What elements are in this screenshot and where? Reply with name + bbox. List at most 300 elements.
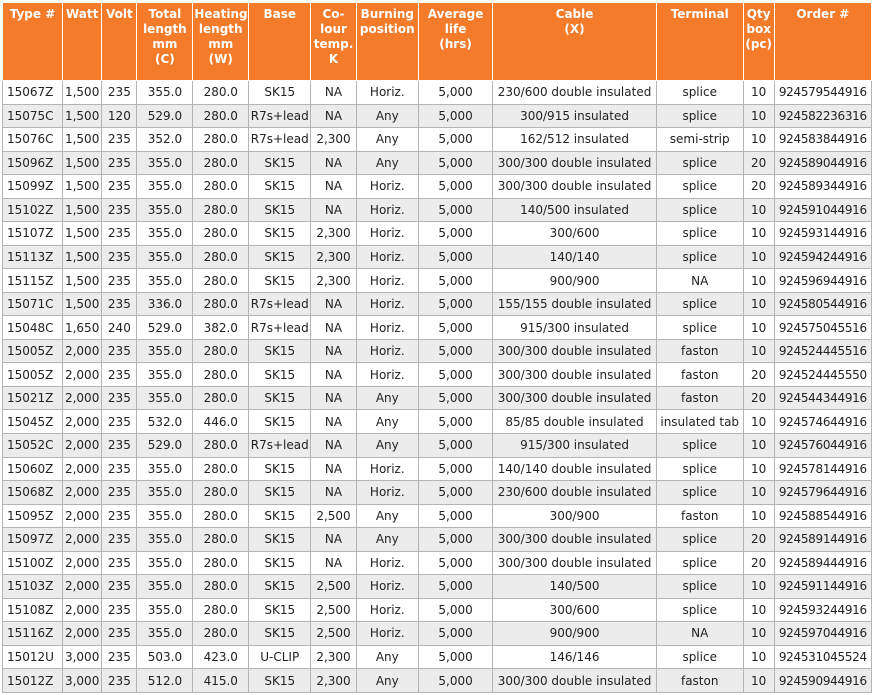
table-row [3,269,872,293]
cell-total-length: 355.0 [137,551,193,575]
cell-colour-temp: NA [311,386,357,410]
cell-order: 924591044916 [774,198,871,222]
cell-average-life: 5,000 [418,198,492,222]
cell-type: 15095Z [3,504,63,528]
cell-terminal: faston [656,339,743,363]
cell-type: 15076C [3,128,63,152]
cell-terminal: insulated tab [656,410,743,434]
cell-terminal: splice [656,575,743,599]
table-row [3,433,872,457]
table-row [3,575,872,599]
cell-base: SK15 [249,598,311,622]
cell-order: 924594244916 [774,245,871,269]
cell-volt: 235 [102,598,137,622]
cell-volt: 235 [102,669,137,693]
cell-type: 15102Z [3,198,63,222]
cell-average-life: 5,000 [418,104,492,128]
cell-cable: 300/300 double insulated [493,669,656,693]
cell-heating-length: 280.0 [193,81,249,105]
cell-heating-length: 446.0 [193,410,249,434]
col-header-volt: Volt [102,3,137,81]
cell-total-length: 355.0 [137,528,193,552]
cell-heating-length: 382.0 [193,316,249,340]
cell-qty-box: 10 [743,222,774,246]
cell-volt: 240 [102,316,137,340]
cell-cable: 230/600 double insulated [493,481,656,505]
cell-average-life: 5,000 [418,575,492,599]
table-row [3,457,872,481]
cell-heating-length: 280.0 [193,151,249,175]
cell-average-life: 5,000 [418,528,492,552]
cell-base: SK15 [249,386,311,410]
cell-cable: 915/300 insulated [493,316,656,340]
cell-colour-temp: 2,300 [311,269,357,293]
cell-burning-position: Horiz. [356,622,418,646]
cell-order: 924524445550 [774,363,871,387]
cell-colour-temp: NA [311,151,357,175]
cell-watt: 1,500 [63,81,102,105]
table-header [3,3,872,81]
cell-terminal: splice [656,292,743,316]
cell-type: 15108Z [3,598,63,622]
cell-terminal: splice [656,222,743,246]
col-header-order: Order # [774,3,871,81]
cell-terminal: splice [656,551,743,575]
cell-cable: 300/300 double insulated [493,151,656,175]
col-header-type: Type # [3,3,63,81]
cell-terminal: splice [656,528,743,552]
cell-cable: 915/300 insulated [493,433,656,457]
cell-watt: 1,500 [63,104,102,128]
cell-qty-box: 20 [743,363,774,387]
cell-burning-position: Horiz. [356,292,418,316]
cell-type: 15096Z [3,151,63,175]
cell-total-length: 355.0 [137,598,193,622]
cell-watt: 1,500 [63,175,102,199]
cell-heating-length: 415.0 [193,669,249,693]
cell-total-length: 355.0 [137,269,193,293]
cell-order: 924590944916 [774,669,871,693]
cell-qty-box: 10 [743,622,774,646]
cell-order: 924579544916 [774,81,871,105]
cell-colour-temp: 2,300 [311,669,357,693]
cell-heating-length: 280.0 [193,339,249,363]
cell-colour-temp: 2,300 [311,222,357,246]
cell-burning-position: Horiz. [356,575,418,599]
cell-order: 924593144916 [774,222,871,246]
cell-burning-position: Horiz. [356,598,418,622]
table-row [3,598,872,622]
cell-burning-position: Any [356,504,418,528]
cell-total-length: 355.0 [137,457,193,481]
cell-colour-temp: 2,300 [311,128,357,152]
table-row [3,645,872,669]
cell-base: R7s+lead [249,433,311,457]
cell-base: SK15 [249,151,311,175]
table-row [3,316,872,340]
cell-volt: 235 [102,622,137,646]
cell-burning-position: Horiz. [356,198,418,222]
cell-base: R7s+lead [249,316,311,340]
cell-average-life: 5,000 [418,622,492,646]
cell-volt: 235 [102,551,137,575]
table-row [3,481,872,505]
cell-burning-position: Horiz. [356,269,418,293]
cell-terminal: splice [656,481,743,505]
cell-type: 15116Z [3,622,63,646]
cell-volt: 235 [102,198,137,222]
cell-average-life: 5,000 [418,433,492,457]
cell-watt: 1,500 [63,292,102,316]
cell-average-life: 5,000 [418,457,492,481]
cell-heating-length: 280.0 [193,128,249,152]
table-row [3,622,872,646]
header-row [3,3,872,81]
cell-base: SK15 [249,528,311,552]
cell-burning-position: Horiz. [356,481,418,505]
cell-heating-length: 280.0 [193,551,249,575]
cell-heating-length: 280.0 [193,269,249,293]
cell-terminal: splice [656,645,743,669]
cell-volt: 235 [102,386,137,410]
cell-colour-temp: NA [311,433,357,457]
cell-volt: 235 [102,457,137,481]
cell-heating-length: 280.0 [193,575,249,599]
cell-total-length: 355.0 [137,481,193,505]
cell-qty-box: 10 [743,128,774,152]
cell-colour-temp: NA [311,339,357,363]
cell-order: 924589444916 [774,551,871,575]
cell-watt: 1,500 [63,269,102,293]
col-header-average-life: Average life (hrs) [418,3,492,81]
cell-heating-length: 280.0 [193,622,249,646]
cell-total-length: 355.0 [137,622,193,646]
cell-watt: 2,000 [63,575,102,599]
cell-burning-position: Horiz. [356,457,418,481]
cell-qty-box: 20 [743,386,774,410]
cell-cable: 300/915 insulated [493,104,656,128]
cell-colour-temp: NA [311,551,357,575]
cell-volt: 235 [102,575,137,599]
col-header-base: Base [249,3,311,81]
cell-terminal: splice [656,198,743,222]
cell-type: 15048C [3,316,63,340]
cell-cable: 300/300 double insulated [493,528,656,552]
cell-watt: 2,000 [63,528,102,552]
cell-burning-position: Any [356,410,418,434]
cell-base: SK15 [249,222,311,246]
cell-watt: 2,000 [63,457,102,481]
cell-average-life: 5,000 [418,316,492,340]
cell-cable: 85/85 double insulated [493,410,656,434]
cell-heating-length: 280.0 [193,433,249,457]
cell-type: 15060Z [3,457,63,481]
cell-order: 924544344916 [774,386,871,410]
cell-type: 15075C [3,104,63,128]
cell-qty-box: 10 [743,457,774,481]
cell-type: 15071C [3,292,63,316]
cell-cable: 900/900 [493,269,656,293]
cell-cable: 300/300 double insulated [493,551,656,575]
cell-base: R7s+lead [249,104,311,128]
cell-volt: 235 [102,504,137,528]
cell-terminal: faston [656,386,743,410]
cell-heating-length: 280.0 [193,386,249,410]
cell-cable: 230/600 double insulated [493,81,656,105]
cell-total-length: 355.0 [137,363,193,387]
cell-burning-position: Any [356,645,418,669]
cell-qty-box: 20 [743,551,774,575]
cell-cable: 300/300 double insulated [493,363,656,387]
cell-average-life: 5,000 [418,175,492,199]
cell-colour-temp: NA [311,363,357,387]
cell-total-length: 529.0 [137,316,193,340]
cell-watt: 2,000 [63,551,102,575]
cell-base: SK15 [249,457,311,481]
cell-order: 924597044916 [774,622,871,646]
table-row [3,551,872,575]
table-row [3,222,872,246]
cell-burning-position: Any [356,386,418,410]
cell-total-length: 355.0 [137,198,193,222]
cell-terminal: splice [656,245,743,269]
cell-base: R7s+lead [249,292,311,316]
cell-qty-box: 20 [743,528,774,552]
cell-terminal: faston [656,669,743,693]
cell-burning-position: Horiz. [356,363,418,387]
table-body [3,81,872,693]
cell-watt: 1,500 [63,198,102,222]
cell-qty-box: 10 [743,669,774,693]
cell-heating-length: 280.0 [193,598,249,622]
cell-base: SK15 [249,339,311,363]
cell-qty-box: 10 [743,316,774,340]
cell-qty-box: 20 [743,175,774,199]
cell-colour-temp: NA [311,81,357,105]
cell-volt: 235 [102,645,137,669]
cell-heating-length: 280.0 [193,292,249,316]
cell-watt: 2,000 [63,433,102,457]
cell-burning-position: Horiz. [356,339,418,363]
cell-base: R7s+lead [249,128,311,152]
cell-order: 924582236316 [774,104,871,128]
cell-volt: 235 [102,269,137,293]
cell-average-life: 5,000 [418,339,492,363]
cell-base: U-CLIP [249,645,311,669]
cell-volt: 235 [102,128,137,152]
table-row [3,175,872,199]
cell-terminal: splice [656,433,743,457]
cell-total-length: 355.0 [137,222,193,246]
cell-watt: 2,000 [63,363,102,387]
cell-terminal: semi-strip [656,128,743,152]
col-header-cable: Cable (X) [493,3,656,81]
cell-average-life: 5,000 [418,245,492,269]
cell-base: SK15 [249,481,311,505]
cell-average-life: 5,000 [418,504,492,528]
cell-colour-temp: NA [311,528,357,552]
cell-colour-temp: 2,300 [311,245,357,269]
cell-total-length: 355.0 [137,81,193,105]
cell-base: SK15 [249,622,311,646]
cell-type: 15045Z [3,410,63,434]
cell-base: SK15 [249,198,311,222]
cell-type: 15005Z [3,363,63,387]
cell-average-life: 5,000 [418,292,492,316]
cell-order: 924576044916 [774,433,871,457]
cell-heating-length: 280.0 [193,198,249,222]
table-row [3,292,872,316]
cell-volt: 120 [102,104,137,128]
cell-burning-position: Any [356,669,418,693]
cell-heating-length: 280.0 [193,175,249,199]
cell-base: SK15 [249,363,311,387]
col-header-terminal: Terminal [656,3,743,81]
table-row [3,151,872,175]
cell-terminal: splice [656,598,743,622]
cell-base: SK15 [249,245,311,269]
cell-cable: 300/300 double insulated [493,386,656,410]
cell-order: 924593244916 [774,598,871,622]
cell-order: 924589044916 [774,151,871,175]
cell-type: 15052C [3,433,63,457]
cell-watt: 2,000 [63,504,102,528]
cell-base: SK15 [249,175,311,199]
cell-burning-position: Horiz. [356,175,418,199]
cell-total-length: 355.0 [137,386,193,410]
table-row [3,410,872,434]
cell-average-life: 5,000 [418,81,492,105]
table-row [3,245,872,269]
cell-order: 924588544916 [774,504,871,528]
cell-total-length: 355.0 [137,245,193,269]
cell-heating-length: 280.0 [193,504,249,528]
cell-qty-box: 10 [743,504,774,528]
cell-burning-position: Any [356,528,418,552]
cell-terminal: faston [656,363,743,387]
cell-watt: 1,650 [63,316,102,340]
cell-type: 15021Z [3,386,63,410]
cell-qty-box: 10 [743,481,774,505]
cell-terminal: NA [656,269,743,293]
cell-heating-length: 280.0 [193,528,249,552]
cell-cable: 146/146 [493,645,656,669]
cell-type: 15103Z [3,575,63,599]
cell-average-life: 5,000 [418,410,492,434]
cell-terminal: splice [656,81,743,105]
cell-order: 924531045524 [774,645,871,669]
cell-type: 15012U [3,645,63,669]
cell-colour-temp: NA [311,292,357,316]
cell-watt: 2,000 [63,598,102,622]
cell-qty-box: 10 [743,245,774,269]
cell-base: SK15 [249,551,311,575]
cell-order: 924589344916 [774,175,871,199]
cell-qty-box: 10 [743,339,774,363]
cell-order: 924579644916 [774,481,871,505]
cell-total-length: 529.0 [137,433,193,457]
cell-cable: 300/300 double insulated [493,339,656,363]
cell-cable: 900/900 [493,622,656,646]
cell-heating-length: 280.0 [193,104,249,128]
cell-average-life: 5,000 [418,551,492,575]
cell-volt: 235 [102,339,137,363]
cell-type: 15067Z [3,81,63,105]
table-row [3,128,872,152]
cell-qty-box: 10 [743,645,774,669]
cell-terminal: splice [656,151,743,175]
cell-order: 924589144916 [774,528,871,552]
table-row [3,386,872,410]
cell-heating-length: 423.0 [193,645,249,669]
col-header-watt: Watt [63,3,102,81]
cell-base: SK15 [249,81,311,105]
cell-order: 924524445516 [774,339,871,363]
cell-order: 924575045516 [774,316,871,340]
cell-watt: 3,000 [63,669,102,693]
cell-type: 15012Z [3,669,63,693]
cell-qty-box: 20 [743,151,774,175]
cell-terminal: NA [656,622,743,646]
cell-colour-temp: 2,500 [311,622,357,646]
cell-heating-length: 280.0 [193,363,249,387]
cell-total-length: 532.0 [137,410,193,434]
cell-watt: 2,000 [63,386,102,410]
cell-type: 15115Z [3,269,63,293]
cell-volt: 235 [102,222,137,246]
cell-base: SK15 [249,575,311,599]
cell-base: SK15 [249,669,311,693]
cell-qty-box: 10 [743,198,774,222]
cell-order: 924578144916 [774,457,871,481]
cell-cable: 140/500 [493,575,656,599]
cell-cable: 300/300 double insulated [493,175,656,199]
cell-type: 15068Z [3,481,63,505]
col-header-colour-temp: Co- lour temp. K [311,3,357,81]
cell-average-life: 5,000 [418,222,492,246]
table-row [3,363,872,387]
cell-heating-length: 280.0 [193,245,249,269]
cell-qty-box: 10 [743,81,774,105]
cell-watt: 1,500 [63,222,102,246]
cell-average-life: 5,000 [418,645,492,669]
cell-order: 924596944916 [774,269,871,293]
cell-colour-temp: NA [311,316,357,340]
cell-colour-temp: NA [311,175,357,199]
cell-colour-temp: NA [311,481,357,505]
cell-volt: 235 [102,245,137,269]
cell-heating-length: 280.0 [193,457,249,481]
cell-average-life: 5,000 [418,151,492,175]
cell-colour-temp: 2,500 [311,575,357,599]
cell-watt: 2,000 [63,481,102,505]
cell-terminal: splice [656,457,743,481]
cell-average-life: 5,000 [418,481,492,505]
cell-terminal: splice [656,175,743,199]
cell-volt: 235 [102,81,137,105]
cell-volt: 235 [102,481,137,505]
cell-colour-temp: 2,300 [311,645,357,669]
cell-burning-position: Any [356,151,418,175]
product-spec-table [2,2,872,693]
col-header-qty-box: Qty box (pc) [743,3,774,81]
cell-cable: 140/140 [493,245,656,269]
cell-qty-box: 10 [743,292,774,316]
table-row [3,198,872,222]
cell-order: 924574644916 [774,410,871,434]
cell-burning-position: Horiz. [356,245,418,269]
cell-total-length: 336.0 [137,292,193,316]
